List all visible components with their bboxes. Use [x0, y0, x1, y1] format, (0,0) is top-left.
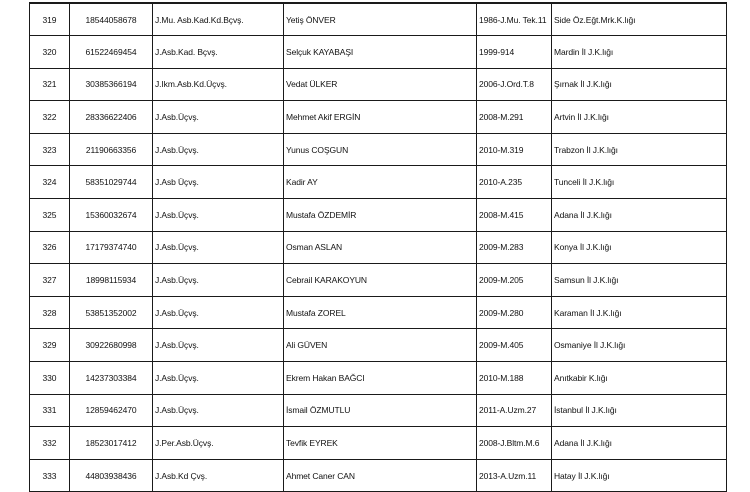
unit: Hatay İl J.K.lığı: [552, 459, 727, 492]
class-code: 2009-M.205: [477, 264, 552, 297]
rank: J.Asb.Üçvş.: [153, 133, 284, 166]
class-code: 2009-M.283: [477, 231, 552, 264]
unit: Samsun İl J.K.lığı: [552, 264, 727, 297]
unit: Tunceli İl J.K.lığı: [552, 166, 727, 199]
table-row: [30, 394, 727, 427]
id-number: 12859462470: [70, 394, 153, 427]
full-name: Kadir AY: [284, 166, 477, 199]
rank: J.Mu. Asb.Kad.Kd.Bçvş.: [153, 3, 284, 36]
full-name: Mustafa ZOREL: [284, 296, 477, 329]
row-number: 319: [30, 3, 70, 36]
id-number: 30385366194: [70, 68, 153, 101]
class-code: 2010-A.235: [477, 166, 552, 199]
row-number: 332: [30, 427, 70, 460]
personnel-table: [29, 2, 727, 492]
class-code: 2008-M.291: [477, 101, 552, 134]
table-row: [30, 329, 727, 362]
rank: J.Asb.Üçvş.: [153, 394, 284, 427]
class-code: 2006-J.Ord.T.8: [477, 68, 552, 101]
row-number: 320: [30, 36, 70, 69]
unit: Osmaniye İl J.K.lığı: [552, 329, 727, 362]
row-number: 325: [30, 199, 70, 232]
full-name: İsmail ÖZMUTLU: [284, 394, 477, 427]
id-number: 30922680998: [70, 329, 153, 362]
class-code: 2010-M.188: [477, 362, 552, 395]
class-code: 2008-J.Bltm.M.6: [477, 427, 552, 460]
row-number: 328: [30, 296, 70, 329]
unit: Adana İl J.K.lığı: [552, 427, 727, 460]
rank: J.Asb.Üçvş.: [153, 329, 284, 362]
unit: Side Öz.Eğt.Mrk.K.lığı: [552, 3, 727, 36]
rank: J.Asb.Üçvş.: [153, 296, 284, 329]
row-number: 330: [30, 362, 70, 395]
id-number: 58351029744: [70, 166, 153, 199]
unit: Mardin İl J.K.lığı: [552, 36, 727, 69]
rank: J.Asb.Kd Çvş.: [153, 459, 284, 492]
unit: Şırnak İl J.K.lığı: [552, 68, 727, 101]
class-code: 2013-A.Uzm.11: [477, 459, 552, 492]
full-name: Ekrem Hakan BAĞCI: [284, 362, 477, 395]
unit: Anıtkabir K.lığı: [552, 362, 727, 395]
class-code: 2011-A.Uzm.27: [477, 394, 552, 427]
row-number: 333: [30, 459, 70, 492]
class-code: 1986-J.Mu. Tek.11: [477, 3, 552, 36]
row-number: 322: [30, 101, 70, 134]
table-row: [30, 101, 727, 134]
rank: J.Asb.Üçvş.: [153, 264, 284, 297]
row-number: 329: [30, 329, 70, 362]
id-number: 61522469454: [70, 36, 153, 69]
full-name: Yetiş ÖNVER: [284, 3, 477, 36]
rank: J.Per.Asb.Üçvş.: [153, 427, 284, 460]
personnel-table-body: [30, 3, 727, 492]
class-code: 2009-M.405: [477, 329, 552, 362]
full-name: Osman ASLAN: [284, 231, 477, 264]
rank: J.Asb.Üçvş.: [153, 199, 284, 232]
table-row: [30, 427, 727, 460]
row-number: 326: [30, 231, 70, 264]
id-number: 17179374740: [70, 231, 153, 264]
full-name: Ali GÜVEN: [284, 329, 477, 362]
table-row: [30, 199, 727, 232]
rank: J.Asb.Kad. Bçvş.: [153, 36, 284, 69]
full-name: Selçuk KAYABAŞI: [284, 36, 477, 69]
id-number: 18523017412: [70, 427, 153, 460]
id-number: 18544058678: [70, 3, 153, 36]
class-code: 1999-914: [477, 36, 552, 69]
table-row: [30, 264, 727, 297]
table-row: [30, 3, 727, 36]
unit: Trabzon İl J.K.lığı: [552, 133, 727, 166]
table-row: [30, 362, 727, 395]
id-number: 18998115934: [70, 264, 153, 297]
table-row: [30, 68, 727, 101]
row-number: 331: [30, 394, 70, 427]
rank: J.Ikm.Asb.Kd.Üçvş.: [153, 68, 284, 101]
id-number: 53851352002: [70, 296, 153, 329]
table-row: [30, 166, 727, 199]
full-name: Mustafa ÖZDEMİR: [284, 199, 477, 232]
class-code: 2010-M.319: [477, 133, 552, 166]
full-name: Vedat ÜLKER: [284, 68, 477, 101]
full-name: Ahmet Caner CAN: [284, 459, 477, 492]
table-row: [30, 459, 727, 492]
unit: Adana İl J.K.lığı: [552, 199, 727, 232]
row-number: 323: [30, 133, 70, 166]
full-name: Cebrail KARAKOYUN: [284, 264, 477, 297]
full-name: Tevfik EYREK: [284, 427, 477, 460]
full-name: Yunus COŞGUN: [284, 133, 477, 166]
table-row: [30, 231, 727, 264]
full-name: Mehmet Akif ERGİN: [284, 101, 477, 134]
id-number: 28336622406: [70, 101, 153, 134]
id-number: 14237303384: [70, 362, 153, 395]
table-row: [30, 296, 727, 329]
rank: J.Asb.Üçvş.: [153, 101, 284, 134]
unit: Artvin İl J.K.lığı: [552, 101, 727, 134]
id-number: 15360032674: [70, 199, 153, 232]
id-number: 44803938436: [70, 459, 153, 492]
rank: J.Asb.Üçvş.: [153, 362, 284, 395]
unit: Karaman İl J.K.lığı: [552, 296, 727, 329]
table-row: [30, 133, 727, 166]
row-number: 327: [30, 264, 70, 297]
row-number: 321: [30, 68, 70, 101]
class-code: 2009-M.280: [477, 296, 552, 329]
unit: Konya İl J.K.lığı: [552, 231, 727, 264]
table-row: [30, 36, 727, 69]
rank: J.Asb.Üçvş.: [153, 231, 284, 264]
rank: J.Asb Üçvş.: [153, 166, 284, 199]
row-number: 324: [30, 166, 70, 199]
class-code: 2008-M.415: [477, 199, 552, 232]
unit: İstanbul İl J.K.lığı: [552, 394, 727, 427]
id-number: 21190663356: [70, 133, 153, 166]
